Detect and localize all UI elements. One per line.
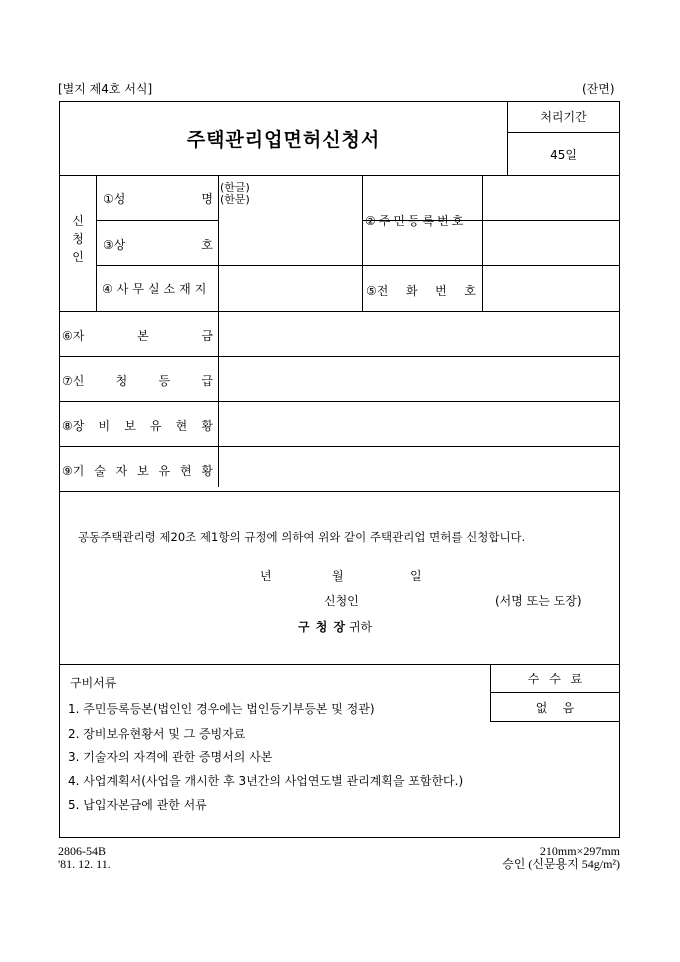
side-label: (잔면) [582,82,615,96]
phone-label: ⑤전 화 번 호 [366,284,476,298]
form-title: 주택관리업면허신청서 [186,128,381,151]
capital-input[interactable] [219,312,619,356]
applicant-sign-label: 신청인 [324,594,359,608]
name-input[interactable] [266,176,361,220]
resident-registration-input[interactable] [483,176,619,265]
fee-value: 없 음 [535,700,575,715]
office-location-input[interactable] [219,266,362,311]
form-code: 2806-54B '81. 12. 11. [58,844,111,871]
paper-spec: 210mm×297mm 승인 (신문용지 54g/m²) [502,844,620,871]
processing-period-value: 45일 [550,147,577,162]
date-year-label: 년 [260,569,272,583]
technicians-label: ⑨기 술 자 보 유 현 황 [62,464,213,478]
office-location-label: ④사무실소재지 [102,282,211,296]
fee-label: 수 수 료 [527,672,583,686]
equipment-input[interactable] [219,402,619,446]
equipment-label: ⑧장 비 보 유 현 황 [62,419,213,433]
date-month-label: 월 [332,569,344,583]
documents-heading: 구비서류 [70,676,117,690]
trade-name-label: ③상 호 [103,238,213,252]
document-item: 2. 장비보유현황서 및 그 증빙자료 [68,727,246,741]
grade-label: ⑦신 청 등 급 [62,374,213,388]
document-item: 1. 주민등록등본(법인인 경우에는 법인등기부등본 및 정관) [68,702,375,716]
technicians-input[interactable] [219,447,619,491]
name-script-labels: (한글) (한문) [220,181,250,206]
document-item: 4. 사업계획서(사업을 개시한 후 3년간의 사업연도별 관리계획을 포함한다.) [68,774,464,788]
phone-input[interactable] [483,266,619,311]
form-number: [별지 제4호 서식] [58,82,153,96]
date-day-label: 일 [410,569,422,583]
declaration-statement: 공동주택관리령 제20조 제1항의 규정에 의하여 위와 같이 주택관리업 면허를 신청합니다. [78,530,526,544]
document-item: 5. 납입자본금에 관한 서류 [68,798,207,812]
grade-input[interactable] [219,357,619,401]
capital-label: ⑥자 본 금 [62,329,213,343]
applicant-group-label: 신 청 인 [72,214,84,264]
document-item: 3. 기술자의 자격에 관한 증명서의 사본 [68,750,273,764]
trade-name-input[interactable] [219,221,362,265]
processing-period-label: 처리기간 [540,110,587,124]
recipient: 구 청 장 귀하 [298,620,373,634]
signature-label: (서명 또는 도장) [495,594,582,608]
resident-registration-label: ②주민등록번호 [365,214,467,228]
name-label: ①성 명 [103,192,213,206]
